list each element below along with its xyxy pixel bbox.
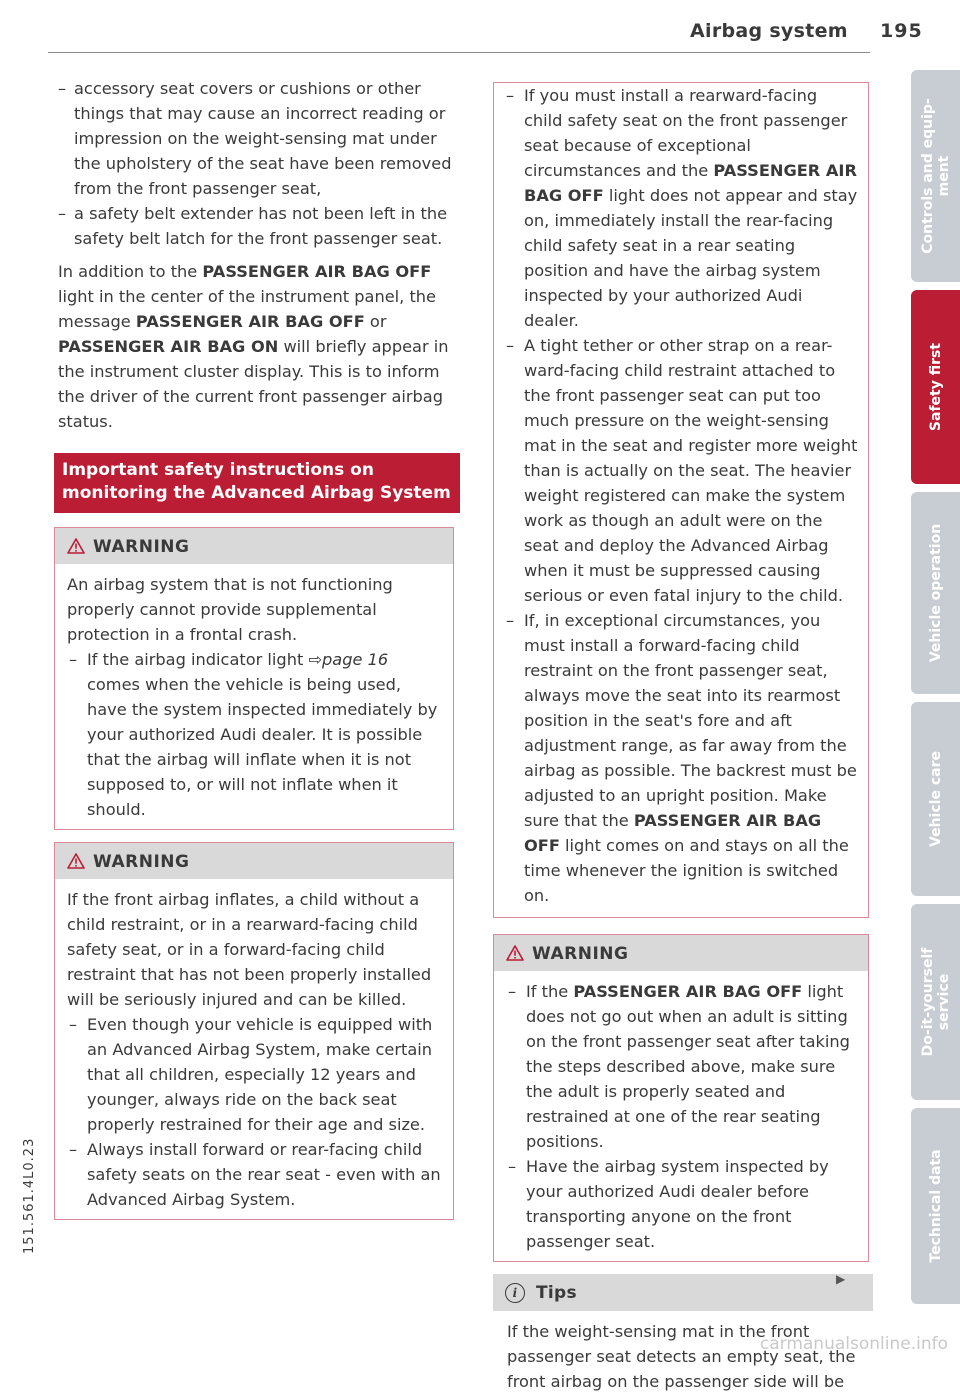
- warning-header: [55, 528, 453, 564]
- list-item: – Have the airbag system inspected by your authorized Audi dealer before transporting anyone on the front passenger seat.: [508, 1157, 829, 1251]
- warning-intro: An airbag system that is not functioning properly cannot provide supplemental protection in a frontal crash.: [67, 575, 393, 644]
- list-item: – If you must install a rearward-facing child safety seat on the front passenger seat because of exceptional circumstances and the PASSENGER AIR BAG OFF light does not appear and stay on, immediately install the rear-facing child safety seat in a rear seating position and have the airbag system inspected by your authorized Audi dealer.: [506, 86, 858, 330]
- body-paragraph: In addition to the PASSENGER AIR BAG OFF light in the center of the instrument panel, the message PASSENGER AIR BAG OFF or PASSENGER AIR BAG ON will briefly appear in the instrument cluster display. This is to inform the driver of the current front passenger airbag status.: [58, 262, 449, 431]
- tips-header: [493, 1274, 873, 1311]
- warning-header: [55, 843, 453, 879]
- list-item: – Even though your vehicle is equipped with an Advanced Airbag System, make certain that all children, especially 12 years and younger, always ride on the back seat properly restrained for their age and size.: [69, 1015, 433, 1134]
- warning-label: WARNING: [532, 944, 629, 964]
- watermark: carmanualsonline.info: [759, 1334, 948, 1354]
- tab-safety-first[interactable]: Safety first: [911, 290, 960, 484]
- warning-label: WARNING: [93, 852, 190, 872]
- list-item: – Always install forward or rear-facing child safety seats on the rear seat - even with an Advanced Airbag System.: [69, 1140, 441, 1209]
- warning-triangle-icon: [67, 538, 85, 554]
- warning-triangle-icon: [67, 853, 85, 869]
- warning-intro: If the front airbag inflates, a child without a child restraint, or in a rearward-facing child safety seat, or in a forward-facing child restraint that has not been properly installed will be seriously injured and can be killed.: [67, 890, 432, 1009]
- tips-text: If the weight-sensing mat in the front passenger seat detects an empty seat, the front airbag on the passenger side will be: [507, 1322, 856, 1391]
- page-reference-arrow-icon: ⇨: [308, 650, 323, 669]
- page-header-title: Airbag system: [690, 20, 848, 42]
- warning-body: [494, 971, 868, 1261]
- tab-controls-and-equipment[interactable]: Controls and equip- ment: [911, 70, 960, 282]
- header-rule: [48, 52, 870, 53]
- warning-body: [55, 564, 453, 829]
- warning-header: [494, 935, 868, 971]
- warning-box: [54, 842, 454, 1220]
- page-reference-link[interactable]: page 16: [322, 650, 389, 669]
- tab-do-it-yourself-service[interactable]: Do-it-yourself service: [911, 904, 960, 1100]
- list-item: – If, in exceptional circumstances, you must install a forward-facing child restraint on the front passenger seat, always move the seat into its rearmost position in the seat's fore and aft adjustment range, as far away from the airbag as possible. The backrest must be adjusted to an upright position. Make sure that the PASSENGER AIR BAG OFF light comes on and stays on all the time whenever the ignition is switched on.: [506, 611, 857, 905]
- list-item: – a safety belt extender has not been left in the safety belt latch for the front passenger seat.: [58, 204, 448, 248]
- list-item: – A tight tether or other strap on a rear-ward-facing child restraint attached to the front passenger seat can put too much pressure on the weight-sensing mat in the seat and register more weight than is actually on the seat. The heavier weight registered can make the system work as though an adult were on the seat and deploy the Advanced Airbag when it must be suppressed causing serious or even fatal injury to the child.: [506, 336, 858, 605]
- chapter-tab-bar: [911, 0, 960, 1361]
- tab-vehicle-operation[interactable]: Vehicle operation: [911, 492, 960, 694]
- page-number: 195: [880, 20, 923, 42]
- warning-box: [493, 934, 869, 1262]
- info-icon: i: [505, 1283, 525, 1303]
- continued-warning-box: [493, 82, 869, 918]
- right-column: [497, 82, 869, 1394]
- warning-body: [55, 879, 453, 1219]
- left-column: [58, 76, 454, 1220]
- document-code: 151.561.4L0.23: [22, 1137, 37, 1254]
- list-item: – If the PASSENGER AIR BAG OFF light does not go out when an adult is sitting on the front passenger seat after taking the steps described above, make sure the adult is properly seated and restrained at one of the rear seating positions.: [508, 982, 850, 1151]
- tips-label: Tips: [536, 1283, 577, 1303]
- warning-triangle-icon: [506, 945, 524, 961]
- section-heading: Important safety instructions on monitoring the Advanced Airbag System: [54, 453, 460, 513]
- continue-arrow-icon: ▶: [836, 1272, 846, 1286]
- warning-label: WARNING: [93, 537, 190, 557]
- warning-box: [54, 527, 454, 830]
- list-item: – If the airbag indicator light ⇨page 16 comes when the vehicle is being used, have the system inspected immediately by your authorized Audi dealer. It is possible that the airbag will inflate when it is not supposed to, or will not inflate when it should.: [69, 650, 438, 819]
- tab-technical-data[interactable]: Technical data: [911, 1108, 960, 1304]
- tab-vehicle-care[interactable]: Vehicle care: [911, 702, 960, 896]
- list-item: – accessory seat covers or cushions or other things that may cause an incorrect reading or impression on the weight-sensing mat under the upholstery of the seat have been removed from the front passenger seat,: [58, 79, 452, 198]
